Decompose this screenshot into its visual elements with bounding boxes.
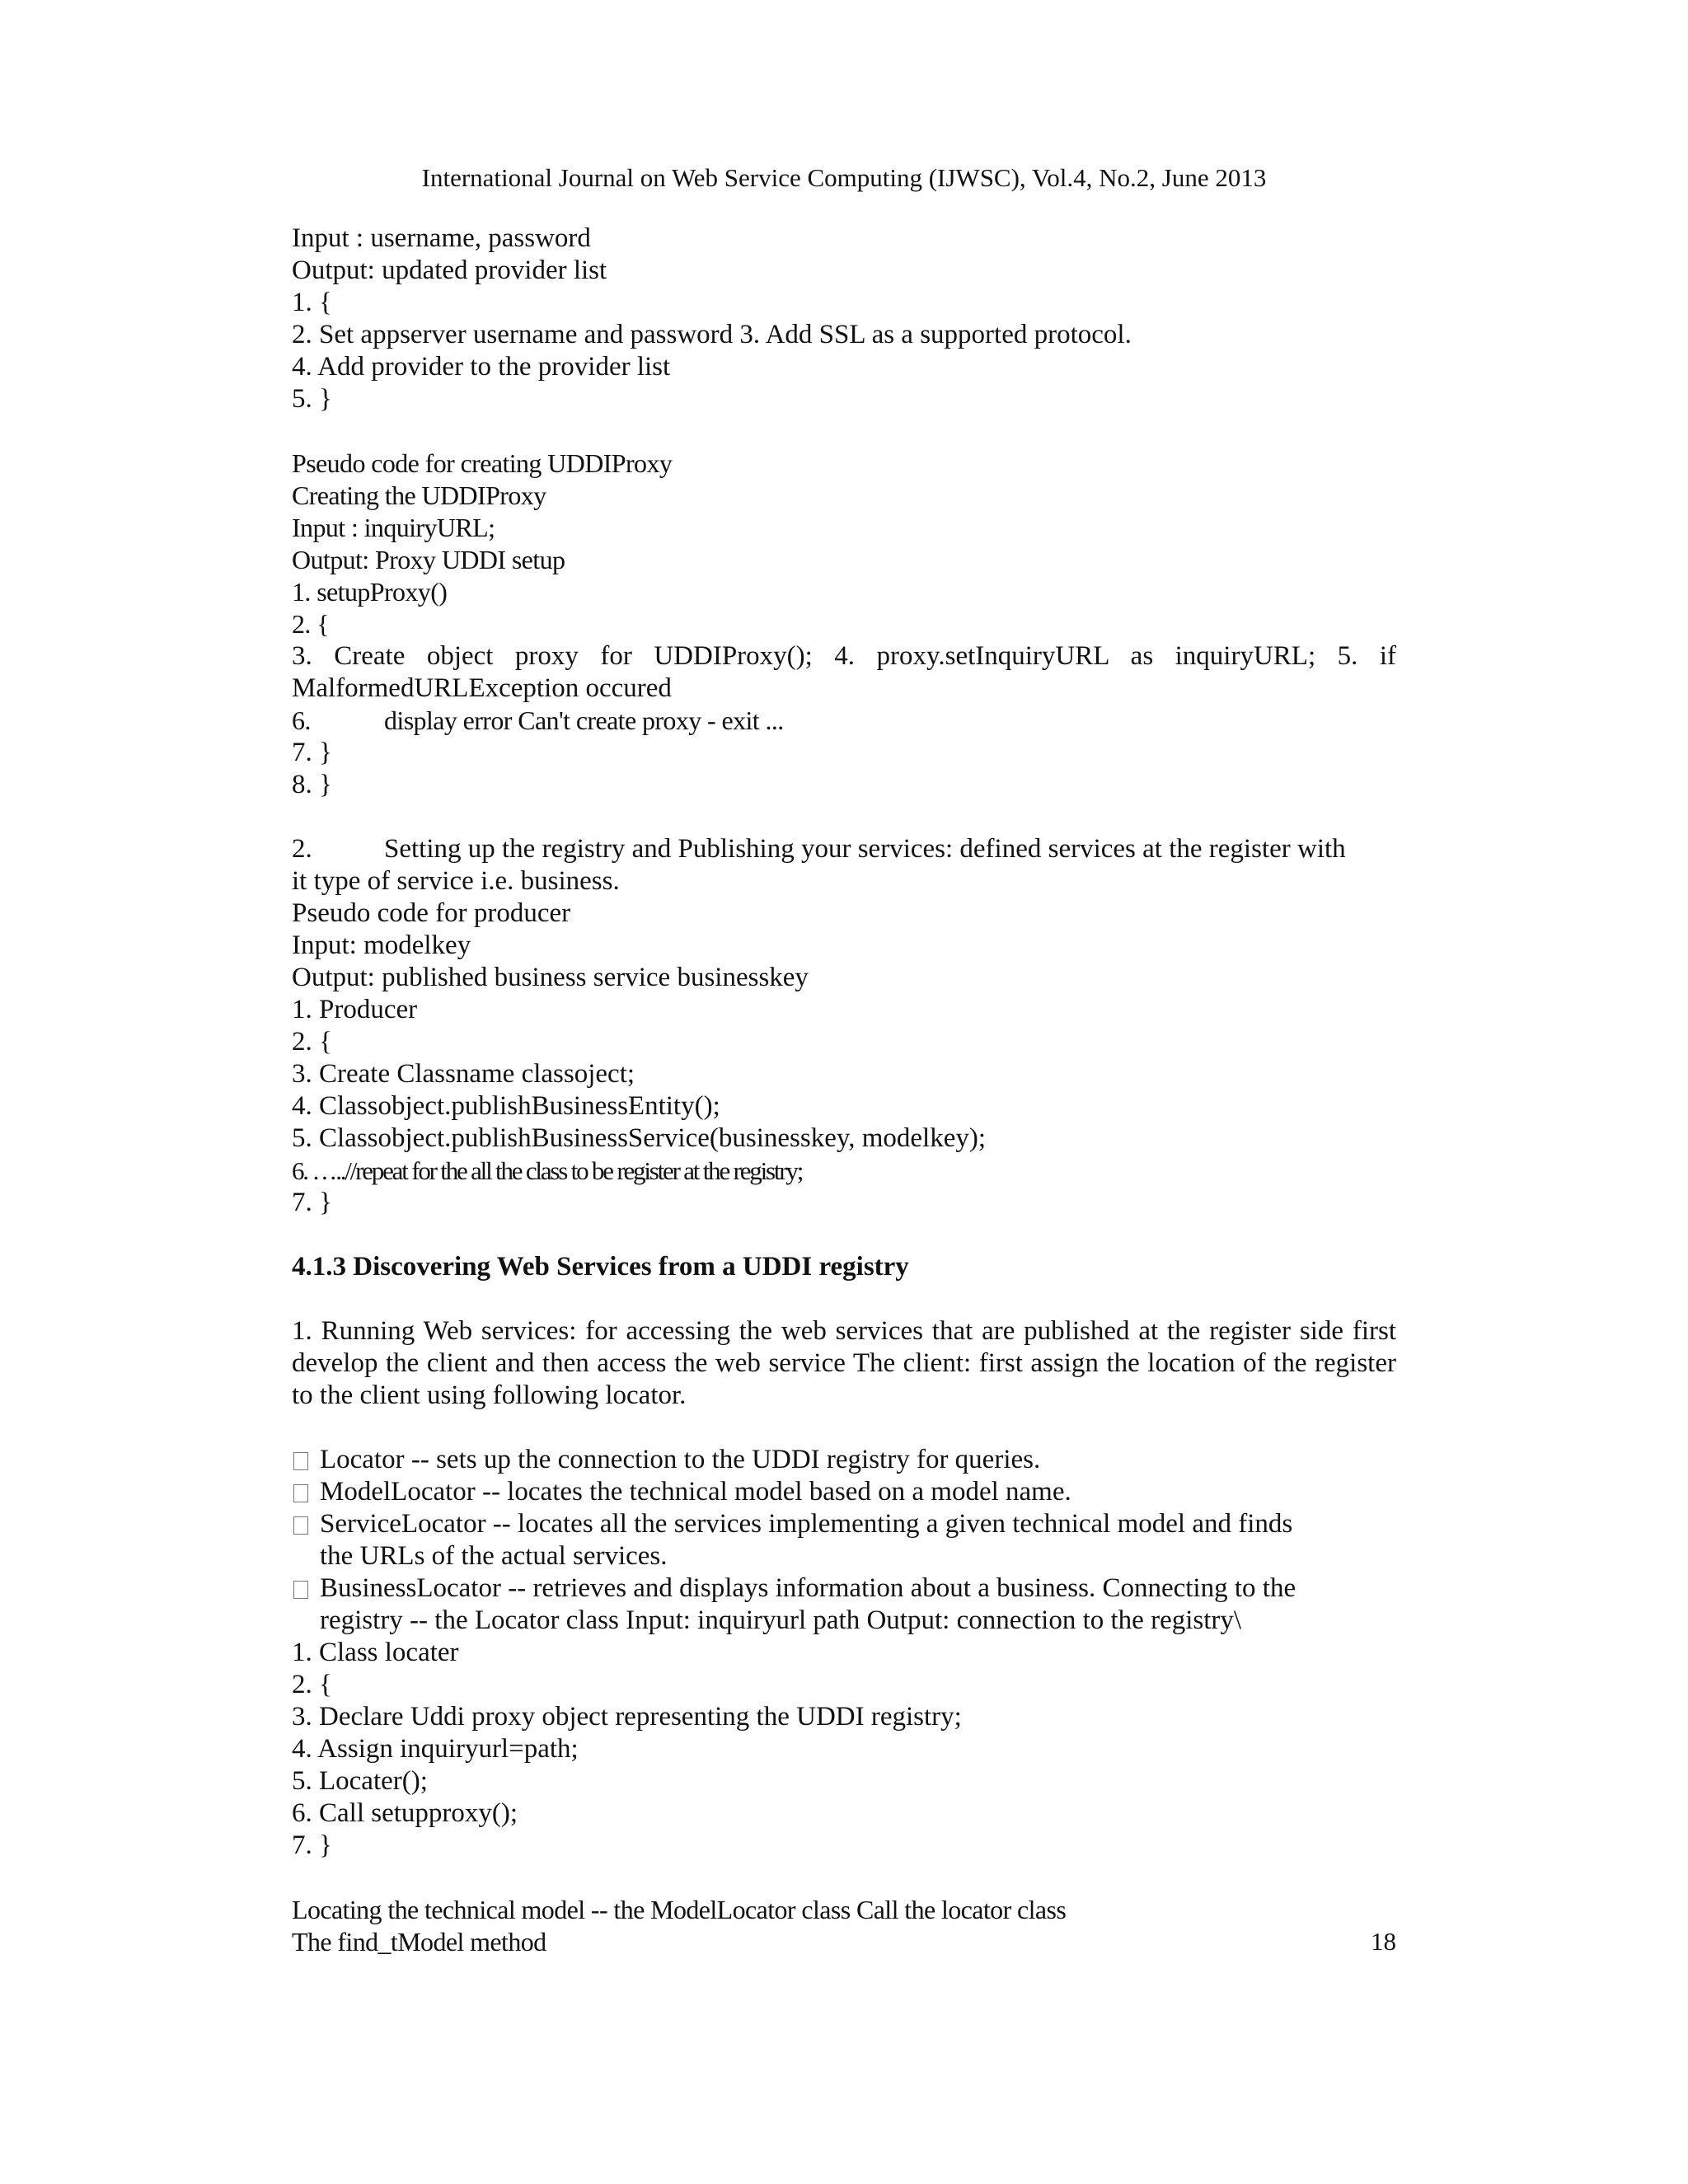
code-line: Input : username, password (292, 223, 591, 253)
code-line: 7. } (292, 1188, 332, 1217)
code-line: 1. Producer (292, 995, 418, 1024)
list-item (292, 1572, 1396, 1637)
text-line: The find_tModel method (292, 1927, 546, 1957)
bullet-text: the URLs of the actual services. (320, 1541, 668, 1571)
code-line: 6. …..//repeat for the all the class to be register at the registry; (292, 1156, 803, 1185)
pseudo-code-block-auth (292, 223, 1396, 415)
code-line: 8. } (292, 770, 332, 799)
code-line: 5. } (292, 384, 332, 414)
code-line: 3. Declare Uddi proxy object representing the UDDI registry; (292, 1702, 962, 1732)
bullet-glyph-icon (292, 1572, 320, 1637)
bullet-text: ServiceLocator -- locates all the services implementing a given technical model and finds (320, 1509, 1293, 1539)
pseudo-code-block-producer (292, 833, 1396, 1219)
code-line: 1. { (292, 288, 332, 317)
code-step-indented (292, 705, 1396, 737)
code-line: 4. Assign inquiryurl=path; (292, 1734, 579, 1764)
list-item (292, 1476, 1396, 1508)
code-step-justified: 3. Create object proxy for UDDIProxy(); 4. proxy.setInquiryURL as inquiryURL; 5. if MalformedURLException occured (292, 641, 1396, 703)
code-line: 4. Classobject.publishBusinessEntity(); (292, 1091, 720, 1121)
page-content (292, 223, 1396, 1958)
code-line: 7. } (292, 738, 332, 767)
text-line: Locating the technical model -- the ModelLocator class Call the locator class (292, 1895, 1067, 1924)
code-line: 3. Create Classname classoject; (292, 1059, 635, 1089)
page-number: 18 (1371, 1927, 1396, 1956)
item-number: 2. (292, 834, 312, 864)
code-line: 5. Locater(); (292, 1766, 428, 1796)
bullet-text: Locator -- sets up the connection to the UDDI registry for queries. (320, 1445, 1041, 1474)
step-text: display error Can't create proxy - exit ... (384, 705, 784, 735)
code-line: Pseudo code for creating UDDIProxy (292, 448, 673, 478)
list-item (292, 1508, 1396, 1572)
code-line: Input: modelkey (292, 930, 471, 960)
code-line: 4. Add provider to the provider list (292, 352, 671, 382)
code-line: 1. Class locater (292, 1638, 459, 1667)
code-line: 2. { (292, 1027, 332, 1057)
code-line: 1. setupProxy() (292, 577, 448, 607)
code-line: Pseudo code for producer (292, 898, 571, 928)
bullet-text: registry -- the Locator class Input: inquiryurl path Output: connection to the registry\ (320, 1605, 1242, 1635)
code-line: Output: updated provider list (292, 255, 607, 285)
code-line: 5. Classobject.publishBusinessService(businesskey, modelkey); (292, 1123, 986, 1153)
running-header: International Journal on Web Service Computing (IJWSC), Vol.4, No.2, June 2013 (421, 163, 1267, 192)
bullet-glyph-icon (292, 1508, 320, 1572)
code-line: 2. { (292, 609, 329, 639)
list-item (292, 1444, 1396, 1476)
locator-bullet-list (292, 1444, 1396, 1637)
code-line: 2. Set appserver username and password 3. Add SSL as a supported protocol. (292, 320, 1132, 349)
code-line: Creating the UDDIProxy (292, 480, 546, 510)
step-number: 6. (292, 705, 311, 735)
closing-lines (292, 1894, 1396, 1958)
item-continuation: it type of service i.e. business. (292, 866, 620, 896)
code-line: Output: Proxy UDDI setup (292, 545, 565, 574)
pseudo-code-block-uddiproxy (292, 448, 1396, 801)
bullet-glyph-icon (292, 1444, 320, 1476)
section-heading: 4.1.3 Discovering Web Services from a UDDI registry (292, 1252, 909, 1282)
pseudo-code-block-locater (292, 1637, 1396, 1862)
item-text: Setting up the registry and Publishing your services: defined services at the register with (384, 834, 1346, 864)
code-line: Output: published business service businesskey (292, 963, 809, 992)
body-paragraph: 1. Running Web services: for accessing the web services that are published at the register side first develop the client and then access the web service The client: first assign the location of the register to the client using following locator. (292, 1316, 1396, 1410)
code-line: Input : inquiryURL; (292, 513, 495, 542)
bullet-text: BusinessLocator -- retrieves and displays information about a business. Connecting to the (320, 1573, 1296, 1603)
code-line: 2. { (292, 1670, 332, 1699)
bullet-glyph-icon (292, 1476, 320, 1508)
bullet-text: ModelLocator -- locates the technical model based on a model name. (320, 1477, 1071, 1507)
code-line: 7. } (292, 1830, 332, 1860)
numbered-item (292, 833, 1396, 865)
code-line: 6. Call setupproxy(); (292, 1798, 518, 1828)
